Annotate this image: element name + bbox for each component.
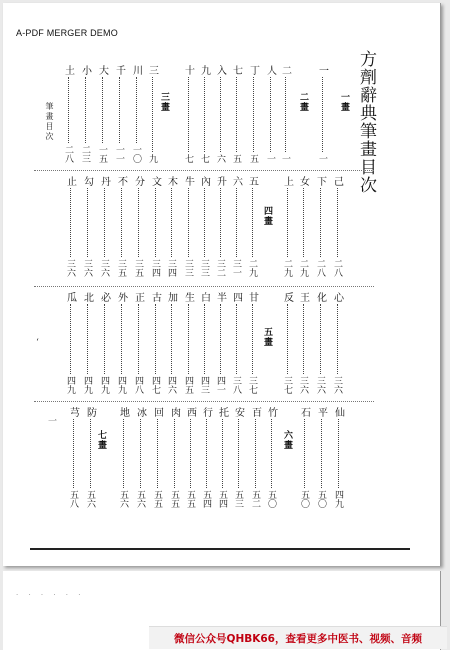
dot-leader [123, 419, 124, 488]
toc-entry-heading: 生 [182, 292, 194, 302]
toc-entry-heading: 丹 [98, 176, 110, 186]
toc-entry-heading: 加 [165, 292, 177, 302]
toc-entry-page: 五六 [118, 490, 128, 508]
toc-entry-page: 七 [199, 154, 209, 163]
toc-entry [279, 176, 295, 277]
toc-entry [147, 176, 163, 277]
toc-entry-heading: 化 [314, 292, 326, 302]
toc-entry-page: 三六 [298, 376, 308, 394]
toc-entry-page: 一一 [114, 145, 124, 163]
toc-entry-heading: 丁 [247, 65, 259, 75]
promo-banner[interactable]: 微信公众号QHBK66，查看更多中医书、视频、音频 [149, 626, 447, 649]
toc-entry [228, 292, 244, 394]
toc-entry-heading: 仙 [332, 407, 344, 417]
page-bottom-rule [30, 548, 410, 550]
toc-entry-page: 四九 [99, 376, 109, 394]
toc-entry-heading: 七 [230, 65, 242, 75]
toc-entry [314, 65, 330, 163]
toc-entry-heading: 肉 [168, 407, 180, 417]
toc-entry [130, 176, 146, 277]
toc-entry-page: 三六 [65, 259, 75, 277]
dot-leader [220, 304, 221, 374]
toc-entry [279, 292, 295, 394]
toc-entry [79, 176, 95, 277]
toc-entry [96, 292, 112, 394]
dot-leader [155, 304, 156, 374]
dot-leader [138, 188, 139, 257]
dot-leader [204, 304, 205, 374]
stroke-count-label: 一畫 [339, 92, 349, 112]
toc-entry-page: 三一 [231, 259, 241, 277]
next-page-faint-text: · · · · · · [16, 591, 85, 599]
toc-entry [128, 65, 144, 163]
toc-entry-page: 五二 [250, 490, 260, 508]
toc-entry-page: 四七 [150, 376, 160, 394]
toc-entry-page: 四九 [82, 376, 92, 394]
toc-entry [77, 65, 93, 163]
dot-leader [68, 77, 69, 143]
toc-entry-heading: 百 [249, 407, 261, 417]
toc-entry [262, 65, 278, 163]
toc-entry-page: 四五 [183, 376, 193, 394]
stroke-count-label: 五畫 [262, 327, 272, 347]
toc-entry-page: 四九 [65, 376, 75, 394]
toc-entry-heading: 五 [246, 176, 258, 186]
toc-entry-page: 二八 [332, 259, 342, 277]
toc-entry-page: 三三 [183, 259, 193, 277]
toc-entry-heading: 上 [281, 176, 293, 186]
toc-entry [182, 407, 198, 508]
toc-entry-heading: 行 [200, 407, 212, 417]
toc-entry [212, 176, 228, 277]
dot-leader [121, 304, 122, 374]
toc-entry [263, 407, 279, 508]
toc-entry-heading: 六 [230, 176, 242, 186]
toc-entry-heading: 止 [64, 176, 76, 186]
dot-leader [90, 419, 91, 488]
toc-entry-page: 三七 [282, 376, 292, 394]
toc-entry-heading: 牛 [182, 176, 194, 186]
toc-entry-page: 三四 [166, 259, 176, 277]
dot-leader [171, 304, 172, 374]
row-divider [34, 170, 374, 171]
dot-leader [85, 77, 86, 143]
toc-entry-page: 四九 [116, 376, 126, 394]
margin-mark: 一 [48, 417, 58, 427]
toc-entry [65, 407, 81, 508]
toc-entry-heading: 木 [165, 176, 177, 186]
stroke-count-label: 四畫 [262, 206, 272, 226]
toc-entry-heading: 王 [297, 292, 309, 302]
toc-entry-page: 六 [215, 154, 225, 163]
toc-entry [244, 176, 260, 277]
toc-entry-heading: 西 [184, 407, 196, 417]
dot-leader [252, 304, 253, 374]
toc-entry-heading: 己 [331, 176, 343, 186]
toc-entry-page: 五五 [152, 490, 162, 508]
dot-leader [320, 188, 321, 257]
toc-entry-heading: 四 [230, 292, 242, 302]
toc-entry [60, 65, 76, 163]
toc-entry-heading: 竹 [265, 407, 277, 417]
dot-leader [222, 419, 223, 488]
dot-leader [140, 419, 141, 488]
dot-leader [338, 419, 339, 488]
toc-entry-page: 四三 [199, 376, 209, 394]
toc-entry [212, 292, 228, 394]
toc-entry-page: 五 [231, 154, 241, 163]
toc-entry-page: 四六 [166, 376, 176, 394]
toc-entry-heading: 外 [115, 292, 127, 302]
toc-entry [295, 292, 311, 394]
dot-leader [285, 77, 286, 152]
toc-entry-page: 五三 [233, 490, 243, 508]
dot-leader [157, 419, 158, 488]
dot-leader [70, 188, 71, 257]
toc-entry-page: 一〇 [131, 145, 141, 163]
row-divider [34, 286, 374, 287]
toc-entry-page: 三六 [99, 259, 109, 277]
toc-entry [149, 407, 165, 508]
toc-entry [212, 65, 228, 163]
toc-entry [244, 292, 260, 394]
toc-entry-page: 一 [265, 154, 275, 163]
toc-entry-page: 四一 [215, 376, 225, 394]
toc-entry [62, 292, 78, 394]
dot-leader [304, 419, 305, 488]
dot-leader [171, 188, 172, 257]
toc-entry-heading: 地 [117, 407, 129, 417]
toc-entry-heading: 文 [149, 176, 161, 186]
toc-entry [132, 407, 148, 508]
dot-leader [204, 77, 205, 152]
toc-entry [312, 176, 328, 277]
dot-leader [138, 304, 139, 374]
toc-entry-heading: 升 [214, 176, 226, 186]
toc-entry [296, 407, 312, 508]
toc-entry-heading: 女 [297, 176, 309, 186]
dot-leader [236, 188, 237, 257]
toc-entry [94, 65, 110, 163]
toc-entry [113, 176, 129, 277]
page-title: 方劑辭典筆畫目次 [356, 50, 376, 194]
toc-entry-page: 五六 [85, 490, 95, 508]
toc-entry-heading: 土 [62, 65, 74, 75]
dot-leader [220, 77, 221, 152]
toc-entry [163, 176, 179, 277]
dot-leader [320, 304, 321, 374]
toc-entry [277, 65, 293, 163]
dot-leader [104, 304, 105, 374]
toc-entry-heading: 大 [96, 65, 108, 75]
dot-leader [236, 304, 237, 374]
toc-entry-heading: 瓜 [64, 292, 76, 302]
toc-entry-page: 三二 [215, 259, 225, 277]
dot-leader [255, 419, 256, 488]
dot-leader [220, 188, 221, 257]
toc-entry [196, 176, 212, 277]
toc-entry-page: 三六 [332, 376, 342, 394]
toc-entry-page: 三五 [133, 259, 143, 277]
toc-entry-heading: 千 [113, 65, 125, 75]
toc-entry [180, 292, 196, 394]
toc-entry [313, 407, 329, 508]
toc-entry-heading: 芎 [67, 407, 79, 417]
toc-entry-heading: 內 [198, 176, 210, 186]
stroke-count-label: 三畫 [159, 92, 169, 112]
toc-entry-page: 三三 [199, 259, 209, 277]
dot-leader [206, 419, 207, 488]
dot-leader [136, 77, 137, 143]
stroke-count-label: 二畫 [298, 92, 308, 112]
toc-entry-page: 二八 [63, 145, 73, 163]
dot-leader [303, 188, 304, 257]
row-divider [34, 401, 374, 402]
toc-entry-page: 一五 [97, 145, 107, 163]
toc-entry-heading: 甘 [246, 292, 258, 302]
toc-entry-page: 三八 [231, 376, 241, 394]
toc-entry-page: 五〇 [299, 490, 309, 508]
toc-entry [96, 176, 112, 277]
toc-entry-heading: 三 [146, 65, 158, 75]
dot-leader [271, 419, 272, 488]
dot-leader [188, 77, 189, 152]
toc-entry [230, 407, 246, 508]
toc-entry-heading: 防 [84, 407, 96, 417]
toc-entry [295, 176, 311, 277]
dot-leader [270, 77, 271, 152]
toc-entry-page: 三六 [315, 376, 325, 394]
toc-entry-heading: 平 [315, 407, 327, 417]
dot-leader [337, 304, 338, 374]
toc-entry [62, 176, 78, 277]
toc-entry-page: 四八 [133, 376, 143, 394]
toc-entry [214, 407, 230, 508]
toc-entry-page: 二八 [315, 259, 325, 277]
toc-entry [180, 65, 196, 163]
toc-entry [245, 65, 261, 163]
dot-leader [287, 188, 288, 257]
toc-entry-heading: 小 [79, 65, 91, 75]
toc-entry-heading: 入 [214, 65, 226, 75]
toc-entry-heading: 安 [232, 407, 244, 417]
toc-entry [247, 407, 263, 508]
toc-entry [130, 292, 146, 394]
toc-entry-heading: 北 [81, 292, 93, 302]
dot-leader [321, 419, 322, 488]
pdf-watermark: A-PDF MERGER DEMO [16, 28, 118, 38]
dot-leader [322, 77, 323, 152]
dot-leader [253, 77, 254, 152]
dot-leader [119, 77, 120, 143]
toc-entry [329, 176, 345, 277]
toc-entry-heading: 下 [314, 176, 326, 186]
toc-entry-heading: 川 [130, 65, 142, 75]
dot-leader [87, 188, 88, 257]
stroke-count-label: 六畫 [282, 430, 292, 450]
toc-entry-page: 三六 [82, 259, 92, 277]
toc-entry [180, 176, 196, 277]
dot-leader [236, 77, 237, 152]
toc-entry-heading: 分 [132, 176, 144, 186]
toc-entry [111, 65, 127, 163]
toc-entry-page: 二九 [282, 259, 292, 277]
toc-entry-page: 三七 [247, 376, 257, 394]
toc-entry [228, 65, 244, 163]
toc-entry-page: 五〇 [316, 490, 326, 508]
toc-entry-heading: 石 [298, 407, 310, 417]
stroke-count-label: 七畫 [96, 430, 106, 450]
toc-entry-heading: 不 [115, 176, 127, 186]
toc-entry [198, 407, 214, 508]
dot-leader [70, 304, 71, 374]
toc-entry-page: 五八 [68, 490, 78, 508]
dot-leader [238, 419, 239, 488]
toc-entry-heading: 托 [216, 407, 228, 417]
toc-entry-heading: 人 [264, 65, 276, 75]
side-label: 筆畫目次 [45, 102, 54, 142]
toc-entry-page: 四九 [333, 490, 343, 508]
toc-entry [166, 407, 182, 508]
toc-entry-heading: 古 [149, 292, 161, 302]
dot-leader [102, 77, 103, 143]
dot-leader [303, 304, 304, 374]
toc-entry [113, 292, 129, 394]
toc-entry-heading: 一 [316, 65, 328, 75]
toc-entry-page: 三四 [150, 259, 160, 277]
toc-entry [144, 65, 160, 163]
toc-entry-page: 五四 [217, 490, 227, 508]
dot-leader [252, 188, 253, 257]
toc-entry-page: 五六 [135, 490, 145, 508]
dot-leader [190, 419, 191, 488]
toc-entry [115, 407, 131, 508]
dot-leader [73, 419, 74, 488]
toc-entry [312, 292, 328, 394]
toc-entry-heading: 勾 [81, 176, 93, 186]
toc-entry-heading: 半 [214, 292, 226, 302]
toc-entry-page: 二三 [80, 145, 90, 163]
toc-entry-heading: 必 [98, 292, 110, 302]
dot-leader [188, 188, 189, 257]
toc-entry-heading: 心 [331, 292, 343, 302]
toc-entry-page: 三五 [116, 259, 126, 277]
toc-entry [196, 292, 212, 394]
toc-entry [330, 407, 346, 508]
toc-entry-page: 一 [280, 154, 290, 163]
dot-leader [188, 304, 189, 374]
toc-entry-page: 五五 [185, 490, 195, 508]
toc-entry-heading: 二 [279, 65, 291, 75]
toc-entry [228, 176, 244, 277]
toc-entry-page: 九 [147, 154, 157, 163]
toc-entry [79, 292, 95, 394]
toc-entry-page: 五〇 [266, 490, 276, 508]
dot-leader [337, 188, 338, 257]
dot-leader [155, 188, 156, 257]
toc-entry-heading: 白 [198, 292, 210, 302]
toc-entry-page: 五四 [201, 490, 211, 508]
toc-entry-page: 五 [248, 154, 258, 163]
toc-entry-page: 七 [183, 154, 193, 163]
dot-leader [287, 304, 288, 374]
toc-entry [196, 65, 212, 163]
toc-entry-page: 一 [317, 154, 327, 163]
dot-leader [174, 419, 175, 488]
toc-entry [163, 292, 179, 394]
toc-entry-page: 二九 [298, 259, 308, 277]
toc-entry-page: 五五 [169, 490, 179, 508]
toc-entry-heading: 冰 [134, 407, 146, 417]
dot-leader [87, 304, 88, 374]
toc-entry-heading: 回 [151, 407, 163, 417]
toc-entry-page: 二九 [247, 259, 257, 277]
dot-leader [104, 188, 105, 257]
toc-entry-heading: 九 [198, 65, 210, 75]
dot-leader [204, 188, 205, 257]
toc-entry-heading: 反 [281, 292, 293, 302]
dot-leader [152, 77, 153, 152]
toc-entry [147, 292, 163, 394]
dot-leader [121, 188, 122, 257]
toc-entry [82, 407, 98, 508]
toc-entry-heading: 十 [182, 65, 194, 75]
margin-mark: ‘ [36, 338, 39, 348]
toc-entry [329, 292, 345, 394]
toc-entry-heading: 正 [132, 292, 144, 302]
